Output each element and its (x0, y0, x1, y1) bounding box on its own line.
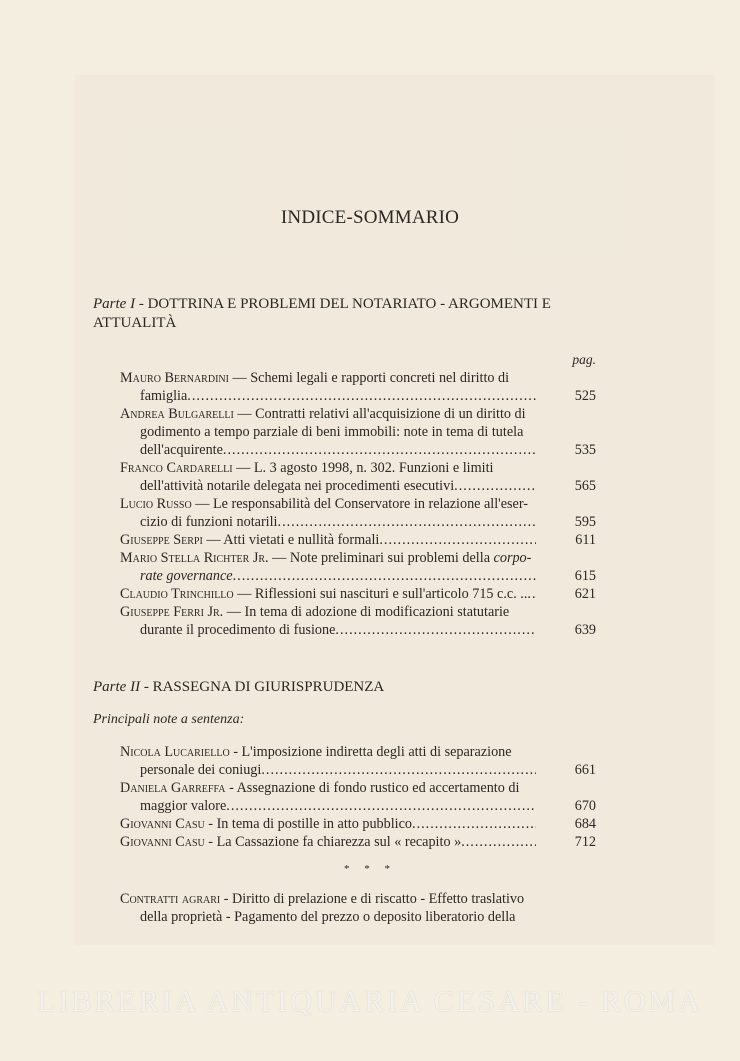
entry-author: Contratti agrari (120, 891, 221, 907)
entry-title: — Contratti relativi all'acquisizione di un diritto di (237, 406, 526, 422)
leader-dots (223, 441, 536, 459)
entry-author: Giuseppe Ferri Jr. (120, 604, 224, 620)
toc-entry (120, 743, 596, 779)
entry-title: — In tema di adozione di modificazioni statutarie (226, 604, 510, 620)
entry-page: 565 (574, 478, 596, 494)
part2-heading (93, 678, 598, 697)
entry-title: — L. 3 agosto 1998, n. 302. Funzioni e limiti (236, 460, 494, 476)
part2-entries (120, 743, 596, 851)
leader-dots (461, 833, 536, 851)
entry-last-line (120, 513, 596, 531)
entry-author: Franco Cardarelli (120, 460, 233, 476)
entry-page: 712 (574, 834, 596, 850)
entry-last-line (120, 531, 596, 549)
entry-author: Giovanni Casu (120, 834, 205, 850)
leader-dots (412, 815, 536, 833)
entry-author: Nicola Lucariello (120, 744, 230, 760)
entry-line (120, 890, 596, 908)
leader-dots (278, 513, 536, 531)
part1-heading (93, 295, 598, 333)
entry-last-line (120, 441, 596, 459)
toc-entry (120, 815, 596, 833)
entry-line (120, 603, 596, 621)
entry-author: Giuseppe Serpi (120, 532, 203, 548)
part1-heading-text-2: ATTUALITÀ (93, 315, 177, 331)
toc-entry (120, 779, 596, 815)
part2-label: Parte II (93, 679, 141, 695)
entry-title: godimento a tempo parziale di beni immobili: note in tema di tutela (140, 424, 524, 440)
leader-dots (527, 585, 536, 603)
entry-last-line (120, 621, 596, 639)
entry-title: — Atti vietati e nullità formali (206, 532, 380, 548)
entry-page: 684 (574, 816, 596, 832)
trailing-entry (120, 890, 596, 926)
entry-line (120, 459, 596, 477)
entry-title: durante il procedimento di fusione (140, 622, 336, 638)
part1-heading-text: - DOTTRINA E PROBLEMI DEL NOTARIATO - ARGOMENTI E (135, 296, 551, 312)
leader-dots (454, 477, 536, 495)
entry-page: 611 (575, 532, 596, 548)
pag-label: pag. (572, 352, 596, 367)
entry-last-line (120, 387, 596, 405)
toc-entry (120, 549, 596, 585)
separator: * * * (344, 863, 396, 875)
entry-title: — Riflessioni sui nascituri e sull'articolo 715 c.c. .. (237, 586, 528, 602)
part2-heading-text: - RASSEGNA DI GIURISPRUDENZA (140, 679, 385, 695)
part2-subheading: Principali note a sentenza: (93, 712, 245, 727)
toc-entry (120, 405, 596, 459)
entry-author: Daniela Garreffa (120, 780, 226, 796)
part1-entries (120, 369, 596, 639)
toc-entry (120, 890, 596, 926)
entry-title: — Schemi legali e rapporti concreti nel diritto di (232, 370, 510, 386)
entry-page: 595 (574, 514, 596, 530)
entry-line (120, 779, 596, 797)
entry-page: 535 (574, 442, 596, 458)
leader-dots (226, 797, 536, 815)
entry-line (120, 423, 596, 441)
toc-entry (120, 459, 596, 495)
entry-title: - Diritto di prelazione e di riscatto - Effetto traslativo (223, 891, 525, 907)
entry-title: — Note preliminari sui problemi della corpo- (272, 550, 532, 566)
entry-line (120, 908, 596, 926)
entry-page: 639 (574, 622, 596, 638)
entry-last-line (120, 567, 596, 585)
entry-line (120, 369, 596, 387)
leader-dots (379, 531, 536, 549)
entry-title: dell'acquirente (140, 442, 223, 458)
toc-entry (120, 833, 596, 851)
entry-last-line (120, 797, 596, 815)
entry-title: — Le responsabilità del Conservatore in relazione all'eser- (195, 496, 529, 512)
entry-title: - L'imposizione indiretta degli atti di separazione (233, 744, 512, 760)
entry-line (120, 549, 596, 567)
entry-title: - In tema di postille in atto pubblico (208, 816, 413, 832)
toc-entry (120, 495, 596, 531)
toc-entry (120, 585, 596, 603)
entry-title: famiglia (140, 388, 188, 404)
entry-page: 670 (574, 798, 596, 814)
entry-title: - La Cassazione fa chiarezza sul « recapito » (208, 834, 462, 850)
leader-dots (335, 621, 536, 639)
entry-title: cizio di funzioni notarili (140, 514, 278, 530)
entry-last-line (120, 815, 596, 833)
entry-last-line (120, 585, 596, 603)
leader-dots (233, 567, 536, 585)
entry-author: Claudio Trinchillo (120, 586, 234, 602)
entry-line (120, 743, 596, 761)
entry-page: 615 (574, 568, 596, 584)
entry-author: Lucio Russo (120, 496, 192, 512)
leader-dots (261, 761, 536, 779)
entry-author: Mauro Bernardini (120, 370, 229, 386)
entry-author: Giovanni Casu (120, 816, 205, 832)
entry-last-line (120, 477, 596, 495)
watermark: LIBRERIA ANTIQUARIA CESARE - ROMA (37, 985, 703, 1018)
entry-line (120, 495, 596, 513)
toc-entry (120, 603, 596, 639)
entry-author: Andrea Bulgarelli (120, 406, 234, 422)
toc-entry (120, 369, 596, 405)
part1-label: Parte I (93, 296, 136, 312)
entry-last-line (120, 833, 596, 851)
entry-title-cont: della proprietà - Pagamento del prezzo o deposito liberatorio della (140, 909, 516, 925)
entry-author: Mario Stella Richter Jr. (120, 550, 269, 566)
leader-dots (187, 387, 536, 405)
entry-title: maggior valore (140, 798, 227, 814)
toc-entry (120, 531, 596, 549)
entry-title: personale dei coniugi (140, 762, 262, 778)
entry-title: dell'attività notarile delegata nei procedimenti esecutivi (140, 478, 455, 494)
entry-page: 661 (574, 762, 596, 778)
entry-last-line (120, 761, 596, 779)
entry-title: - Assegnazione di fondo rustico ed accertamento di (229, 780, 520, 796)
page-title: INDICE-SOMMARIO (280, 207, 460, 228)
entry-page: 621 (574, 586, 596, 602)
entry-title: rate governance (140, 568, 233, 584)
entry-page: 525 (574, 388, 596, 404)
entry-line (120, 405, 596, 423)
